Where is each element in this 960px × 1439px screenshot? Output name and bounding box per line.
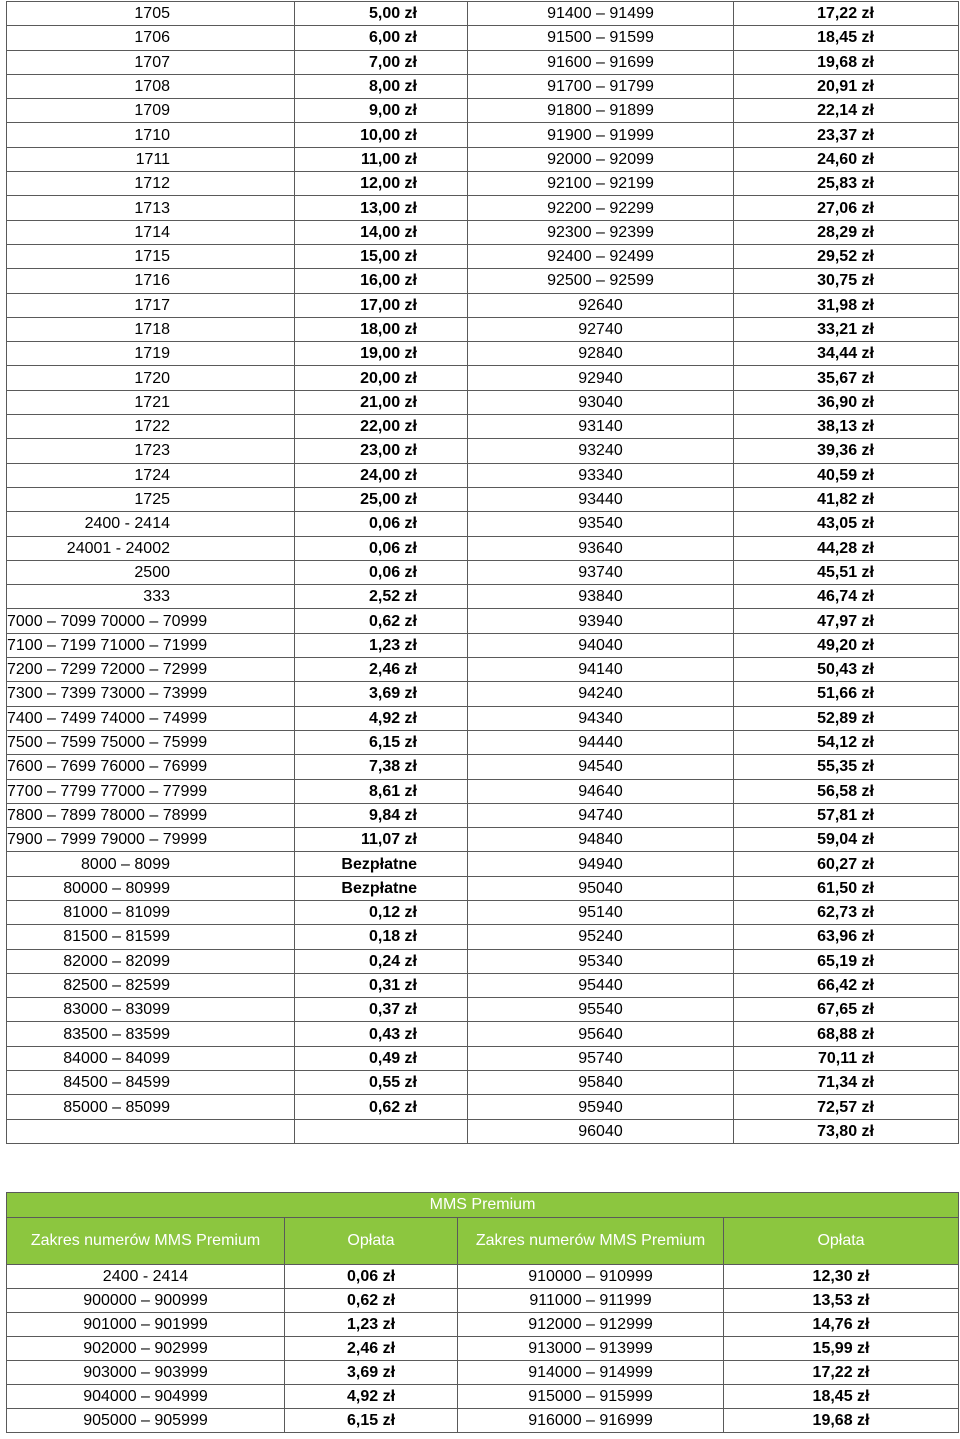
number-range-cell: 903000 – 903999 (7, 1361, 285, 1385)
number-range-cell: 915000 – 915999 (458, 1385, 724, 1409)
number-range-cell: 94840 (468, 828, 734, 852)
number-range-cell: 92300 – 92399 (468, 220, 734, 244)
fee-cell: 18,45 zł (724, 1385, 959, 1409)
table-row (7, 779, 959, 803)
table-row (7, 560, 959, 584)
number-range-cell: 82000 – 82099 (7, 949, 295, 973)
number-range-cell: 91600 – 91699 (468, 50, 734, 74)
table-row (7, 1071, 959, 1095)
number-range-cell: 8000 – 8099 (7, 852, 295, 876)
table-row (7, 342, 959, 366)
number-range-cell: 91700 – 91799 (468, 74, 734, 98)
number-range-cell: 91400 – 91499 (468, 2, 734, 26)
fee-cell: 11,00 zł (295, 147, 468, 171)
fee-cell: 46,74 zł (734, 585, 959, 609)
fee-cell: 13,00 zł (295, 196, 468, 220)
fee-cell: 17,00 zł (295, 293, 468, 317)
fee-cell: 2,46 zł (295, 658, 468, 682)
number-range-cell: 1716 (7, 269, 295, 293)
number-range-cell: 94140 (468, 658, 734, 682)
fee-cell: 8,00 zł (295, 74, 468, 98)
fee-cell: 0,37 zł (295, 998, 468, 1022)
table-row (7, 317, 959, 341)
fee-cell: 0,06 zł (295, 560, 468, 584)
number-range-cell: 1724 (7, 463, 295, 487)
number-range-cell: 912000 – 912999 (458, 1313, 724, 1337)
number-range-cell: 2400 - 2414 (7, 512, 295, 536)
fee-cell: 9,84 zł (295, 803, 468, 827)
fee-cell: 0,49 zł (295, 1046, 468, 1070)
table-row (7, 26, 959, 50)
fee-cell: 67,65 zł (734, 998, 959, 1022)
fee-cell: 22,14 zł (734, 99, 959, 123)
table-row (7, 487, 959, 511)
number-range-cell: 95540 (468, 998, 734, 1022)
fee-cell: 55,35 zł (734, 755, 959, 779)
number-range-cell: 95340 (468, 949, 734, 973)
number-range-cell: 91500 – 91599 (468, 26, 734, 50)
number-range-cell: 81500 – 81599 (7, 925, 295, 949)
number-range-cell: 92100 – 92199 (468, 172, 734, 196)
fee-cell: 21,00 zł (295, 390, 468, 414)
mms-premium-price-table (6, 1192, 959, 1433)
table-row (7, 658, 959, 682)
number-range-cell: 1707 (7, 50, 295, 74)
table-row (7, 1046, 959, 1070)
table-row (7, 973, 959, 997)
fee-cell: 0,06 zł (295, 536, 468, 560)
fee-cell: 19,68 zł (724, 1409, 959, 1433)
table-row (7, 415, 959, 439)
number-range-cell: 7600 – 7699 76000 – 76999 (7, 755, 295, 779)
table-row (7, 828, 959, 852)
number-range-cell: 1722 (7, 415, 295, 439)
table-row (7, 74, 959, 98)
number-range-cell: 92940 (468, 366, 734, 390)
table-row (7, 1409, 959, 1433)
number-range-cell: 93240 (468, 439, 734, 463)
fee-cell: 0,62 zł (295, 1095, 468, 1119)
table-row (7, 852, 959, 876)
number-range-cell: 916000 – 916999 (458, 1409, 724, 1433)
fee-cell: 62,73 zł (734, 900, 959, 924)
number-range-cell: 900000 – 900999 (7, 1289, 285, 1313)
fee-cell: 38,13 zł (734, 415, 959, 439)
fee-cell: 52,89 zł (734, 706, 959, 730)
number-range-cell: 80000 – 80999 (7, 876, 295, 900)
fee-cell: 8,61 zł (295, 779, 468, 803)
number-range-cell: 7300 – 7399 73000 – 73999 (7, 682, 295, 706)
number-range-cell: 84000 – 84099 (7, 1046, 295, 1070)
fee-cell: Bezpłatne (295, 852, 468, 876)
table-row (7, 730, 959, 754)
table-row (7, 706, 959, 730)
number-range-cell: 92740 (468, 317, 734, 341)
fee-cell: 0,31 zł (295, 973, 468, 997)
column-header-range: Zakres numerów MMS Premium (458, 1218, 724, 1265)
fee-cell: 9,00 zł (295, 99, 468, 123)
table-row (7, 172, 959, 196)
table-row (7, 99, 959, 123)
table-row (7, 1337, 959, 1361)
fee-cell: 16,00 zł (295, 269, 468, 293)
fee-cell: 2,52 zł (295, 585, 468, 609)
number-range-cell: 93140 (468, 415, 734, 439)
number-range-cell: 1718 (7, 317, 295, 341)
fee-cell: 7,38 zł (295, 755, 468, 779)
fee-cell: 70,11 zł (734, 1046, 959, 1070)
number-range-cell: 1723 (7, 439, 295, 463)
table-row (7, 244, 959, 268)
number-range-cell: 1711 (7, 147, 295, 171)
fee-cell: 22,00 zł (295, 415, 468, 439)
fee-cell: 3,69 zł (295, 682, 468, 706)
fee-cell: 4,92 zł (285, 1385, 458, 1409)
fee-cell: 18,00 zł (295, 317, 468, 341)
table-row (7, 900, 959, 924)
number-range-cell: 82500 – 82599 (7, 973, 295, 997)
fee-cell: 0,55 zł (295, 1071, 468, 1095)
table-row (7, 925, 959, 949)
fee-cell: 54,12 zł (734, 730, 959, 754)
fee-cell: 44,28 zł (734, 536, 959, 560)
mms-table-title: MMS Premium (7, 1193, 959, 1218)
fee-cell: 11,07 zł (295, 828, 468, 852)
fee-cell: 0,62 zł (295, 609, 468, 633)
table-row (7, 682, 959, 706)
premium-sms-price-table (6, 1, 959, 1144)
fee-cell: 12,30 zł (724, 1265, 959, 1289)
fee-cell: 60,27 zł (734, 852, 959, 876)
number-range-cell: 92200 – 92299 (468, 196, 734, 220)
fee-cell: 23,00 zł (295, 439, 468, 463)
table-row (7, 220, 959, 244)
fee-cell: 17,22 zł (724, 1361, 959, 1385)
number-range-cell: 91800 – 91899 (468, 99, 734, 123)
number-range-cell: 93040 (468, 390, 734, 414)
fee-cell: 17,22 zł (734, 2, 959, 26)
table-row (7, 949, 959, 973)
fee-cell: 3,69 zł (285, 1361, 458, 1385)
number-range-cell: 95240 (468, 925, 734, 949)
table-row (7, 196, 959, 220)
fee-cell: 20,91 zł (734, 74, 959, 98)
number-range-cell: 904000 – 904999 (7, 1385, 285, 1409)
number-range-cell: 94040 (468, 633, 734, 657)
fee-cell: 2,46 zł (285, 1337, 458, 1361)
fee-cell: 43,05 zł (734, 512, 959, 536)
number-range-cell: 91900 – 91999 (468, 123, 734, 147)
number-range-cell: 2500 (7, 560, 295, 584)
number-range-cell: 93640 (468, 536, 734, 560)
number-range-cell: 910000 – 910999 (458, 1265, 724, 1289)
number-range-cell: 1705 (7, 2, 295, 26)
table-row (7, 998, 959, 1022)
fee-cell: 31,98 zł (734, 293, 959, 317)
fee-cell: 68,88 zł (734, 1022, 959, 1046)
number-range-cell: 95940 (468, 1095, 734, 1119)
fee-cell: 13,53 zł (724, 1289, 959, 1313)
fee-cell: 12,00 zł (295, 172, 468, 196)
fee-cell: 30,75 zł (734, 269, 959, 293)
fee-cell: 56,58 zł (734, 779, 959, 803)
fee-cell: 65,19 zł (734, 949, 959, 973)
fee-cell: 0,06 zł (285, 1265, 458, 1289)
number-range-cell: 93840 (468, 585, 734, 609)
number-range-cell: 83000 – 83099 (7, 998, 295, 1022)
column-header-range: Zakres numerów MMS Premium (7, 1218, 285, 1265)
fee-cell: 47,97 zł (734, 609, 959, 633)
fee-cell: 25,83 zł (734, 172, 959, 196)
table-row (7, 1022, 959, 1046)
number-range-cell: 2400 - 2414 (7, 1265, 285, 1289)
number-range-cell: 7900 – 7999 79000 – 79999 (7, 828, 295, 852)
number-range-cell: 7500 – 7599 75000 – 75999 (7, 730, 295, 754)
fee-cell: 14,76 zł (724, 1313, 959, 1337)
fee-cell: 0,62 zł (285, 1289, 458, 1313)
fee-cell: 6,15 zł (285, 1409, 458, 1433)
table-row (7, 1095, 959, 1119)
table-row (7, 755, 959, 779)
fee-cell: 28,29 zł (734, 220, 959, 244)
number-range-cell: 24001 - 24002 (7, 536, 295, 560)
fee-cell (295, 1119, 468, 1143)
number-range-cell: 92000 – 92099 (468, 147, 734, 171)
table-row (7, 512, 959, 536)
number-range-cell: 333 (7, 585, 295, 609)
fee-cell: 0,43 zł (295, 1022, 468, 1046)
number-range-cell: 94940 (468, 852, 734, 876)
table-row (7, 633, 959, 657)
number-range-cell: 1706 (7, 26, 295, 50)
number-range-cell: 7400 – 7499 74000 – 74999 (7, 706, 295, 730)
number-range-cell: 7000 – 7099 70000 – 70999 (7, 609, 295, 633)
number-range-cell: 1717 (7, 293, 295, 317)
table-row (7, 1361, 959, 1385)
number-range-cell: 1712 (7, 172, 295, 196)
number-range-cell: 95140 (468, 900, 734, 924)
fee-cell: 33,21 zł (734, 317, 959, 341)
number-range-cell: 1719 (7, 342, 295, 366)
number-range-cell: 94340 (468, 706, 734, 730)
number-range-cell: 95040 (468, 876, 734, 900)
fee-cell: 35,67 zł (734, 366, 959, 390)
fee-cell: 40,59 zł (734, 463, 959, 487)
number-range-cell: 93740 (468, 560, 734, 584)
number-range-cell: 81000 – 81099 (7, 900, 295, 924)
table-row (7, 2, 959, 26)
fee-cell: 61,50 zł (734, 876, 959, 900)
table-row (7, 1313, 959, 1337)
number-range-cell: 911000 – 911999 (458, 1289, 724, 1313)
fee-cell: 45,51 zł (734, 560, 959, 584)
fee-cell: Bezpłatne (295, 876, 468, 900)
fee-cell: 49,20 zł (734, 633, 959, 657)
number-range-cell: 1708 (7, 74, 295, 98)
number-range-cell: 7100 – 7199 71000 – 71999 (7, 633, 295, 657)
fee-cell: 73,80 zł (734, 1119, 959, 1143)
fee-cell: 6,15 zł (295, 730, 468, 754)
fee-cell: 36,90 zł (734, 390, 959, 414)
fee-cell: 18,45 zł (734, 26, 959, 50)
number-range-cell: 1725 (7, 487, 295, 511)
number-range-cell: 914000 – 914999 (458, 1361, 724, 1385)
fee-cell: 71,34 zł (734, 1071, 959, 1095)
number-range-cell: 905000 – 905999 (7, 1409, 285, 1433)
fee-cell: 19,68 zł (734, 50, 959, 74)
number-range-cell: 94640 (468, 779, 734, 803)
number-range-cell: 85000 – 85099 (7, 1095, 295, 1119)
number-range-cell: 94740 (468, 803, 734, 827)
fee-cell: 0,18 zł (295, 925, 468, 949)
fee-cell: 5,00 zł (295, 2, 468, 26)
number-range-cell: 7200 – 7299 72000 – 72999 (7, 658, 295, 682)
fee-cell: 72,57 zł (734, 1095, 959, 1119)
number-range-cell: 95840 (468, 1071, 734, 1095)
table-row (7, 1119, 959, 1143)
fee-cell: 10,00 zł (295, 123, 468, 147)
number-range-cell: 1720 (7, 366, 295, 390)
table-row (7, 803, 959, 827)
number-range-cell: 95740 (468, 1046, 734, 1070)
number-range-cell: 93540 (468, 512, 734, 536)
number-range-cell: 92400 – 92499 (468, 244, 734, 268)
number-range-cell: 1709 (7, 99, 295, 123)
table-row (7, 609, 959, 633)
table-row (7, 390, 959, 414)
number-range-cell (7, 1119, 295, 1143)
number-range-cell: 93940 (468, 609, 734, 633)
fee-cell: 4,92 zł (295, 706, 468, 730)
number-range-cell: 94540 (468, 755, 734, 779)
fee-cell: 14,00 zł (295, 220, 468, 244)
fee-cell: 63,96 zł (734, 925, 959, 949)
table-row (7, 269, 959, 293)
table-row (7, 585, 959, 609)
table-row (7, 50, 959, 74)
fee-cell: 29,52 zł (734, 244, 959, 268)
fee-cell: 24,60 zł (734, 147, 959, 171)
fee-cell: 1,23 zł (285, 1313, 458, 1337)
number-range-cell: 94440 (468, 730, 734, 754)
fee-cell: 66,42 zł (734, 973, 959, 997)
table-row (7, 366, 959, 390)
fee-cell: 1,23 zł (295, 633, 468, 657)
fee-cell: 7,00 zł (295, 50, 468, 74)
number-range-cell: 92500 – 92599 (468, 269, 734, 293)
number-range-cell: 92840 (468, 342, 734, 366)
number-range-cell: 7800 – 7899 78000 – 78999 (7, 803, 295, 827)
table-row (7, 463, 959, 487)
number-range-cell: 902000 – 902999 (7, 1337, 285, 1361)
number-range-cell: 901000 – 901999 (7, 1313, 285, 1337)
number-range-cell: 95640 (468, 1022, 734, 1046)
fee-cell: 34,44 zł (734, 342, 959, 366)
fee-cell: 25,00 zł (295, 487, 468, 511)
fee-cell: 24,00 zł (295, 463, 468, 487)
number-range-cell: 93340 (468, 463, 734, 487)
fee-cell: 59,04 zł (734, 828, 959, 852)
fee-cell: 20,00 zł (295, 366, 468, 390)
table-row (7, 1265, 959, 1289)
number-range-cell: 92640 (468, 293, 734, 317)
fee-cell: 51,66 zł (734, 682, 959, 706)
table-row (7, 293, 959, 317)
fee-cell: 0,24 zł (295, 949, 468, 973)
number-range-cell: 93440 (468, 487, 734, 511)
number-range-cell: 84500 – 84599 (7, 1071, 295, 1095)
number-range-cell: 1714 (7, 220, 295, 244)
fee-cell: 6,00 zł (295, 26, 468, 50)
fee-cell: 57,81 zł (734, 803, 959, 827)
table-row (7, 439, 959, 463)
fee-cell: 19,00 zł (295, 342, 468, 366)
fee-cell: 0,06 zł (295, 512, 468, 536)
number-range-cell: 913000 – 913999 (458, 1337, 724, 1361)
number-range-cell: 1715 (7, 244, 295, 268)
fee-cell: 0,12 zł (295, 900, 468, 924)
table-row (7, 123, 959, 147)
fee-cell: 23,37 zł (734, 123, 959, 147)
number-range-cell: 96040 (468, 1119, 734, 1143)
number-range-cell: 94240 (468, 682, 734, 706)
number-range-cell: 1713 (7, 196, 295, 220)
table-row (7, 1385, 959, 1409)
table-row (7, 147, 959, 171)
table-row (7, 1289, 959, 1313)
table-row (7, 536, 959, 560)
fee-cell: 50,43 zł (734, 658, 959, 682)
number-range-cell: 95440 (468, 973, 734, 997)
fee-cell: 41,82 zł (734, 487, 959, 511)
fee-cell: 27,06 zł (734, 196, 959, 220)
number-range-cell: 1721 (7, 390, 295, 414)
column-header-fee: Opłata (285, 1218, 458, 1265)
fee-cell: 15,99 zł (724, 1337, 959, 1361)
number-range-cell: 83500 – 83599 (7, 1022, 295, 1046)
number-range-cell: 1710 (7, 123, 295, 147)
fee-cell: 15,00 zł (295, 244, 468, 268)
table-row (7, 876, 959, 900)
fee-cell: 39,36 zł (734, 439, 959, 463)
column-header-fee: Opłata (724, 1218, 959, 1265)
number-range-cell: 7700 – 7799 77000 – 77999 (7, 779, 295, 803)
